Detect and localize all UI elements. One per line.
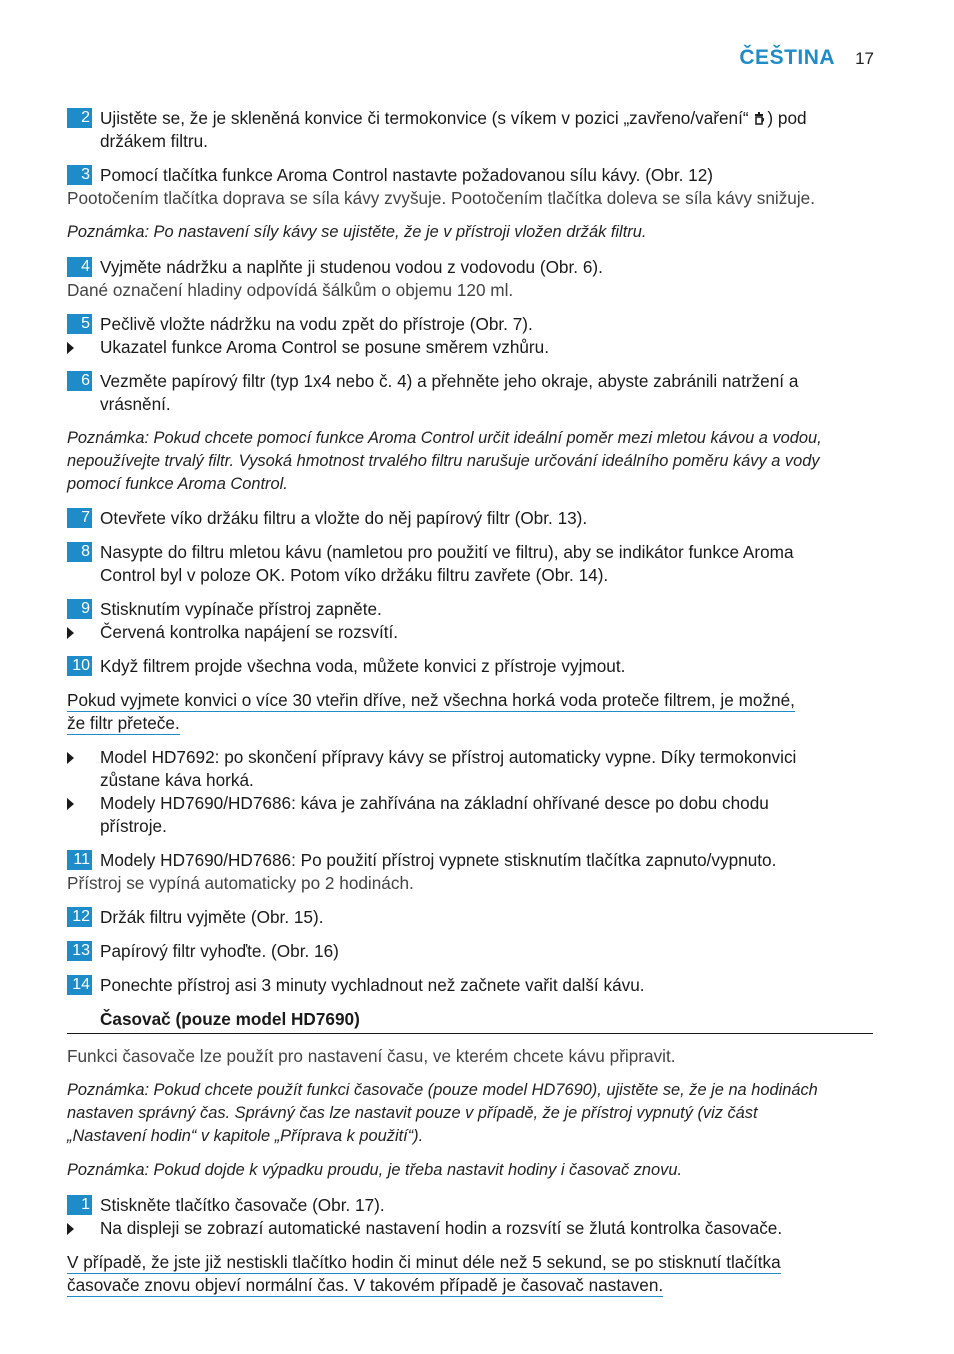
step-text-cont: Control byl v poloze OK. Potom víko držáku filtru zavřete (Obr. 14). bbox=[100, 565, 609, 585]
step-text: Modely HD7690/HD7686: Po použití přístroj vypnete stisknutím tlačítka zapnuto/vypnuto. bbox=[100, 850, 777, 870]
bullet-line: Model HD7692: po skončení přípravy kávy se přístroj automaticky vypne. Díky termokonvici bbox=[100, 747, 797, 767]
step-text: Stisknutím vypínače přístroj zapněte. bbox=[100, 599, 382, 619]
step-9 bbox=[67, 598, 873, 621]
page-header bbox=[739, 46, 874, 70]
result-bullet: Na displeji se zobrazí automatické nastavení hodin a rozsvítí se žlutá kontrolka časovače. bbox=[67, 1217, 873, 1240]
step-text: Vezměte papírový filtr (typ 1x4 nebo č. 4) a přehněte jeho okraje, abyste zabránili natržení a bbox=[100, 371, 799, 391]
step-14 bbox=[67, 974, 873, 997]
step-2 bbox=[67, 107, 873, 153]
step-text-cont: vrásnění. bbox=[100, 394, 171, 414]
warning-line: časovače znovu objeví normální čas. V takovém případě je časovač nastaven. bbox=[67, 1275, 664, 1295]
step-7 bbox=[67, 507, 873, 530]
step-text: Otevřete víko držáku filtru a vložte do něj papírový filtr (Obr. 13). bbox=[100, 508, 588, 528]
step-text: Papírový filtr vyhoďte. (Obr. 16) bbox=[100, 941, 339, 961]
step-number: 1 bbox=[67, 1195, 92, 1215]
result-bullet: Červená kontrolka napájení se rozsvítí. bbox=[67, 621, 873, 644]
step-11-detail: Přístroj se vypíná automaticky po 2 hodinách. bbox=[67, 873, 414, 893]
note-line: Poznámka: Pokud chcete pomocí funkce Aroma Control určit ideální poměr mezi mletou kávou a vodou, bbox=[67, 429, 822, 447]
note-line: Poznámka: Pokud chcete použít funkci časovače (pouze model HD7690), ujistěte se, že je na hodinách bbox=[67, 1081, 818, 1099]
language-title: ČEŠTINA bbox=[739, 46, 836, 69]
step-text-cont: držákem filtru. bbox=[100, 131, 208, 151]
step-number: 4 bbox=[67, 257, 92, 277]
step-text: Pečlivě vložte nádržku na vodu zpět do přístroje (Obr. 7). bbox=[100, 314, 533, 334]
note-power-failure: Poznámka: Pokud dojde k výpadku proudu, je třeba nastavit hodiny i časovač znovu. bbox=[67, 1161, 683, 1179]
step-number: 8 bbox=[67, 542, 92, 562]
step-text: Nasypte do filtru mletou kávu (namletou pro použití ve filtru), aby se indikátor funkce Aroma bbox=[100, 542, 794, 562]
step-text: Držák filtru vyjměte (Obr. 15). bbox=[100, 907, 324, 927]
step-text: Ujistěte se, že je skleněná konvice či termokonvice (s víkem v pozici „zavřeno/vaření“ bbox=[100, 108, 754, 128]
step-5 bbox=[67, 313, 873, 336]
bullet-line: zůstane káva horká. bbox=[100, 770, 254, 790]
warning-line: Pokud vyjmete konvici o více 30 vteřin dříve, než všechna horká voda proteče filtrem, je možné, bbox=[67, 690, 795, 710]
manual-content bbox=[67, 107, 873, 1297]
step-number: 14 bbox=[67, 975, 92, 995]
step-text: Stiskněte tlačítko časovače (Obr. 17). bbox=[100, 1195, 385, 1215]
page-number: 17 bbox=[855, 49, 874, 68]
note-line: nepoužívejte trvalý filtr. Vysoká hmotnost trvalého filtru narušuje určování ideálního poměru kávy a vody bbox=[67, 452, 820, 470]
bullet-hd7692 bbox=[67, 746, 873, 792]
step-number: 10 bbox=[67, 656, 92, 676]
step-number: 6 bbox=[67, 371, 92, 391]
step-12 bbox=[67, 906, 873, 929]
bullet-line: Modely HD7690/HD7686: káva je zahřívána na základní ohřívané desce po dobu chodu bbox=[100, 793, 769, 813]
step-number: 12 bbox=[67, 907, 92, 927]
note-line: „Nastavení hodin“ v kapitole „Příprava k použití“). bbox=[67, 1127, 424, 1145]
warning-overflow bbox=[67, 689, 873, 735]
step-text-end: ) pod bbox=[767, 108, 807, 128]
note-filter-holder: Poznámka: Po nastavení síly kávy se ujistěte, že je v přístroji vložen držák filtru. bbox=[67, 223, 647, 241]
step-number: 13 bbox=[67, 941, 92, 961]
section-heading-timer: Časovač (pouze model HD7690) bbox=[67, 1008, 873, 1034]
step-10 bbox=[67, 655, 873, 678]
step-8 bbox=[67, 541, 873, 587]
timer-intro: Funkci časovače lze použít pro nastavení času, ve kterém chcete kávu připravit. bbox=[67, 1046, 676, 1066]
step-number: 7 bbox=[67, 508, 92, 528]
step-13 bbox=[67, 940, 873, 963]
jug-closed-lid-icon bbox=[753, 112, 767, 126]
step-number: 5 bbox=[67, 314, 92, 334]
step-number: 3 bbox=[67, 165, 92, 185]
step-4 bbox=[67, 256, 873, 279]
timer-step-1 bbox=[67, 1194, 873, 1217]
note-line: nastaven správný čas. Správný čas lze nastavit pouze v případě, že je přístroj vypnutý (viz část bbox=[67, 1104, 758, 1122]
step-3-detail: Pootočením tlačítka doprava se síla kávy zvyšuje. Pootočením tlačítka doleva se síla kávy snižuje. bbox=[67, 188, 816, 208]
bullet-line: přístroje. bbox=[100, 816, 167, 836]
step-11 bbox=[67, 849, 873, 872]
step-4-detail: Dané označení hladiny odpovídá šálkům o objemu 120 ml. bbox=[67, 280, 514, 300]
note-line: pomocí funkce Aroma Control. bbox=[67, 475, 288, 493]
step-text: Když filtrem projde všechna voda, můžete konvici z přístroje vyjmout. bbox=[100, 656, 626, 676]
step-text: Ponechte přístroj asi 3 minuty vychladnout než začnete vařit další kávu. bbox=[100, 975, 645, 995]
step-number: 9 bbox=[67, 599, 92, 619]
note-aroma-control bbox=[67, 427, 873, 496]
step-3 bbox=[67, 164, 873, 187]
note-timer-clock bbox=[67, 1079, 873, 1148]
step-6 bbox=[67, 370, 873, 416]
bullet-hd7690 bbox=[67, 792, 873, 838]
result-bullet: Ukazatel funkce Aroma Control se posune směrem vzhůru. bbox=[67, 336, 873, 359]
step-number: 2 bbox=[67, 108, 92, 128]
warning-line: že filtr přeteče. bbox=[67, 713, 180, 733]
warning-line: V případě, že jste již nestiskli tlačítko hodin či minut déle než 5 sekund, se po stisknutí tlačítka bbox=[67, 1252, 781, 1272]
step-text: Pomocí tlačítka funkce Aroma Control nastavte požadovanou sílu kávy. (Obr. 12) bbox=[100, 165, 714, 185]
step-number: 11 bbox=[67, 850, 92, 870]
step-text: Vyjměte nádržku a naplňte ji studenou vodou z vodovodu (Obr. 6). bbox=[100, 257, 603, 277]
warning-timer bbox=[67, 1251, 873, 1297]
